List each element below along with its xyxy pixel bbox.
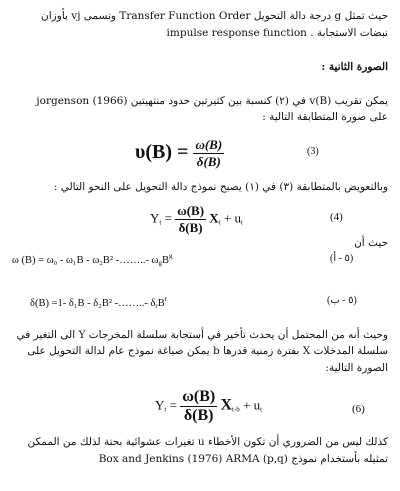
- eq4-y: Y: [150, 210, 160, 226]
- eq3-label: (3): [307, 146, 319, 157]
- eq4-denominator: δ(B): [178, 220, 203, 235]
- eq4-fraction: [175, 203, 206, 236]
- eq4-numerator: ω(B): [177, 203, 205, 218]
- paragraph-4-line-2: سلسلة المدخلات X بفترة زمنية قدرها b يمكن صياغة نموذج عام لدالة التحويل على: [27, 345, 388, 357]
- eq5a-label: (٥ - أ): [330, 253, 354, 264]
- eq5b-sup: r: [164, 295, 168, 303]
- eq6-fraction: [180, 388, 217, 425]
- paragraph-5-line-1: كذلك ليس من الضروري أن تكون الأخطاء u تغيرات عشوائية بحتة لذلك من الممكن: [27, 436, 388, 448]
- eq5a-body: ω (B) = ω₀ - ω₁B - ω₂B² -……..- ω: [12, 255, 159, 266]
- equation-5a: [12, 252, 173, 267]
- eq4-equals: =: [164, 210, 172, 226]
- paragraph-4-line-1: وحيث أنه من المحتمل أن يحدث تأخير في أستجابة سلسلة المخرجات Y الى التغير في: [16, 329, 388, 341]
- eq4-plus-u: + u: [223, 210, 241, 226]
- paragraph-4-line-3: الصورة التالية:: [325, 362, 388, 374]
- section-heading: الصورة الثانية :: [321, 61, 388, 73]
- eq4-y-sub: t: [159, 218, 162, 227]
- equation-4: [150, 203, 243, 236]
- eq4-label: (4): [330, 211, 343, 223]
- eq3-lhs: υ(B) =: [135, 141, 189, 164]
- eq3-fraction: [193, 137, 224, 170]
- eq4-u-sub: t: [240, 218, 243, 227]
- eq6-label: (6): [352, 403, 365, 415]
- equation-6: [155, 388, 262, 425]
- eq6-x-sub: t-b: [232, 405, 240, 414]
- eq6-denominator: δ(B): [183, 407, 214, 424]
- paragraph-1-line-1: حيث تمثل g درجة دالة التحويل Transfer Function Order وتسمى vj بأوزان: [41, 10, 388, 22]
- eq6-equals: =: [169, 397, 177, 413]
- eq5b-body: δ(B) =1- δ₁B - δ₂B² -……..- δ: [30, 298, 156, 309]
- where-text: حيث أن: [354, 237, 388, 249]
- paragraph-2-line-2: على صورة المتطابقة التالية :: [262, 111, 388, 123]
- eq6-plus-u: + u: [243, 397, 261, 413]
- eq6-u-sub: t: [260, 405, 263, 414]
- eq5a-b: B: [161, 255, 169, 266]
- equation-5b: [30, 295, 167, 310]
- equation-3: [135, 137, 224, 170]
- eq6-x: X: [220, 396, 233, 414]
- eq6-numerator: ω(B): [182, 388, 216, 405]
- eq5b-sub: r: [155, 302, 158, 310]
- paragraph-1-line-2: نبضات الاستجابة . impulse response function: [166, 27, 388, 39]
- eq6-y-sub: t: [164, 405, 167, 414]
- eq4-x-sub: t: [218, 218, 221, 227]
- eq5a-sup: g: [169, 252, 173, 260]
- paragraph-3: وبالتعويض بالمتطابقة (٣) في (١) يصبح نموذج دالة التحويل على النحو التالي :: [53, 181, 388, 193]
- eq6-y: Y: [155, 397, 165, 413]
- eq4-x: X: [209, 210, 219, 226]
- eq5b-b: B: [157, 298, 165, 309]
- paragraph-5-line-2: تمثيله بأستخدام نموذج Box and Jenkins (1976) ARMA (p,q): [98, 453, 388, 465]
- eq3-numerator: ω(B): [195, 137, 223, 152]
- eq3-denominator: δ(B): [196, 154, 221, 169]
- eq5a-sub: g: [158, 259, 162, 267]
- paragraph-2-line-1: يمكن تقريب v(B) في (٢) كنسبة بين كثيرتين حدود منتهيتين jorgenson (1966): [36, 95, 388, 107]
- eq5b-label: (٥ - ب): [327, 295, 357, 306]
